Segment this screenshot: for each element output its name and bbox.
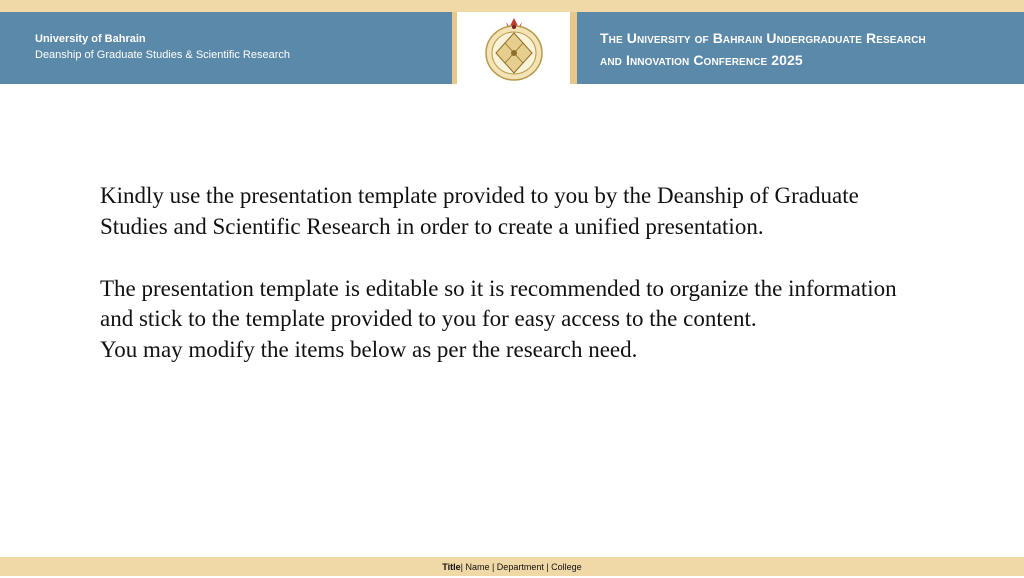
slide-body [100,181,900,366]
top-strip [0,0,1024,12]
header-right-panel [577,12,1024,84]
footer-bar [0,557,1024,576]
footer-title: Title [442,562,461,572]
university-seal-logo [484,16,544,82]
gold-divider-right [570,12,577,84]
instruction-paragraph-1: Kindly use the presentation template provided to you by the Deanship of Graduate Studies and Scientific Research in order to create a unified presentation. [100,183,859,239]
instruction-paragraph-2: The presentation template is editable so it is recommended to organize the information and stick to the template provided to you for easy access to the content. [100,275,897,332]
footer-details: | Name | Department | College [460,562,582,572]
logo-panel [457,12,570,84]
instruction-paragraph-3: You may modify the items below as per the research need. [100,337,638,363]
university-name: University of Bahrain [35,33,146,45]
header-left-panel [0,12,452,84]
conference-title-line1: The University of Bahrain Undergraduate Research [600,30,926,46]
conference-title-line2: and Innovation Conference 2025 [600,52,803,68]
deanship-name: Deanship of Graduate Studies & Scientific Research [35,49,290,61]
paragraph-spacer [100,243,900,274]
